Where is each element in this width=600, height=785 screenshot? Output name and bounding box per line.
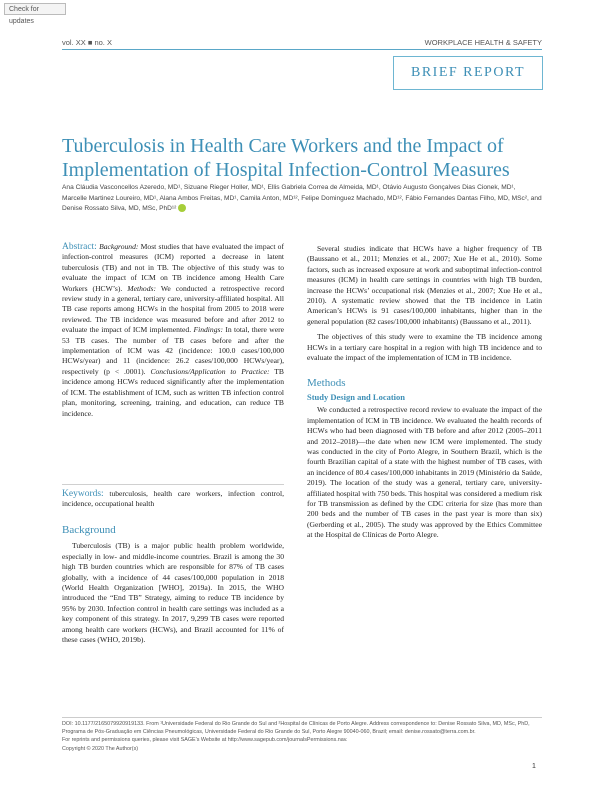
volume-label: vol. XX ■ no. X [62,38,112,47]
methods-heading: Methods [307,377,346,390]
footer-line-4: Copyright © 2020 The Author(s) [62,745,139,752]
intro-paragraph-2: The objectives of this study were to examine the TB incidence among HCWs in a tertiary care hospital in a region with high TB incidence and to evaluate the impact of the implementation of ICM in TB incidence. [307,332,542,363]
methods-label: Methods: [127,283,156,293]
header-rule [62,49,542,50]
conclusions-label: Conclusions/Application to Practice: [150,366,270,376]
authors-text: Ana Cláudia Vasconcellos Azeredo, MD¹, Sizuane Rieger Holler, MD¹, Ellis Gabriela Correa de Almeida, MD¹, Otávio Augusto Gonçalves Dias Cionek, MD¹, Marcelle Martinez Loureiro, MD¹, Alana Ambos Freitas, MD¹, Camila Anton, MD¹², Felipe Dominguez Machado, MD¹², Fábio Fernandes Dantas Filho, MD, MSc², and Denise Rossato Silva, MD, MSc, PhD¹² [62,184,542,212]
background-label: Background: [99,242,139,251]
methods-paragraph: We conducted a retrospective record review to evaluate the impact of the implementation of ICM in TB incidence. We evaluated the health records of HCWs who had been diagnosed with TB before and after 2012 (2005–2011 and 2012–2018)—the date when new ICM were implemented. The study was conducted in the city of Porto Alegre, in Southern Brazil, which is the fourth Brazilian capital of a state with the highest number of TB cases, with an incidence of 80.4 cases/100,000 inhabitants in 2019 (Ministério da Saúde, 2019). The location of the study was a general, tertiary care, university-affiliated hospital with 750 beds. This hospital was considered a medium risk for TB transmission as defined by the CDC criteria for size (has more than 200 beds and the number of TB cases in the past year is more than six) (Gerberding et al., 2005). The study was approved by the Ethics Committee at the Hospital de Clínicas de Porto Alegre. [307,405,542,540]
background-section [62,525,284,645]
background-heading: Background [62,524,116,536]
abstract-methods: We conducted a retrospective record review study in a general, tertiary care, university-affiliated hospital. All TB case reports among HCWs in the hospital from 2005 to 2018 were reviewed. The TB incidence was measured before and after 2012 to evaluate the impact of ICM implemented. [62,283,284,335]
page-number: 1 [532,763,536,770]
study-design-heading: Study Design and Location [307,391,406,402]
abstract-findings: In total, there were 53 TB cases. The number of TB cases before and after the implementation of ICM was 42 (incidence: 100.0 cases/100,000 HCWs/year) and 11 (incidence: 26.2 cases/100,000 HCWs/year), respectively (p < .0001). [62,325,284,376]
right-column [307,244,542,541]
findings-label: Findings: [193,325,223,335]
footer-line-3: For reprints and permissions queries, please visit SAGE’s Website at http://www.sagepub.com/journalsPermissions.nav. [62,737,348,744]
journal-name: WORKPLACE HEALTH & SAFETY [424,38,542,47]
keywords [62,484,284,510]
abstract-label: Abstract: [62,242,97,252]
footer-rule [62,717,542,718]
intro-paragraph-1: Several studies indicate that HCWs have a higher frequency of TB (Baussano et al., 2011; Menzies et al., 2007; Xue He et al., 2010). Some factors, such as increased exposure at work and suboptimal infection-control measures (ICM) in health care settings in countries with high TB burden, increase the HCWs’ occupational risk (Menzies et al., 2007; Xue He et al., 2010). A systematic review showed that the TB incidence in Latin American’s HCWs is 91 cases/100,000 inhabitants, higher than in the general population (82 cases/100,000 inhabitants) (Baussano et al., 2011). [307,244,542,326]
background-paragraph: Tuberculosis (TB) is a major public health problem worldwide, especially in low- and middle-income countries. Brazil is among the 30 high TB burden countries which are responsible for 87% of TB cases globally, with a incidence of 44 cases/100,000 population in 2018 (World Health Organization [WHO], 2019a). In 2015, the WHO introduced the “End TB” Strategy, aiming to reduce TB incidence by 95% by 2030. Infection control in health care settings was included as a key component of this strategy. In 2017, 9,299 TB cases were reported among health care workers (HCWs), and Brazil accounted for 11% of these cases (WHO, 2019b). [62,541,284,645]
orcid-icon[interactable] [178,204,186,212]
abstract [62,242,284,419]
article-type-box: BRIEF REPORT [393,56,543,90]
keywords-label: Keywords: [62,489,104,499]
footer-line-2: Programa de Pós-Graduação em Ciências Pneumológicas, Universidade Federal do Rio Grande do Sul, Porto Alegre 90040-060, Brazil; email: denise.rossato@terra.com.br. [62,729,476,736]
abstract-conclusions: TB incidence among HCWs reduced significantly after the implementation of ICM. The establishment of ICM, such as written TB infection control plan, monitoring, screening, training, and education, can reduce TB incidence. [62,366,284,418]
keywords-text: tuberculosis, health care workers, infection control, incidence, occupational health [62,489,284,509]
abstract-background: Most studies that have evaluated the impact of infection-control measures (ICM) reported a decrease in latent tuberculosis (TB) and not in TB. The objective of this study was to evaluate the impact of ICM on TB incidence among Health Care Workers (HCW’s). [62,242,285,293]
footer-notes [62,720,542,753]
check-for-updates-badge[interactable]: Check for updates [4,3,66,15]
article-title: Tuberculosis in Health Care Workers and the Impact of Implementation of Hospital Infection-Control Measures [62,135,510,181]
footer-line-1: DOI: 10.1177/2165079920919133. From ¹Universidade Federal do Rio Grande do Sul and ²Hospital de Clínicas de Porto Alegre. Address correspondence to: Denise Rossato Silva, MD, MSc, PhD, [62,721,530,727]
author-list [62,183,542,215]
